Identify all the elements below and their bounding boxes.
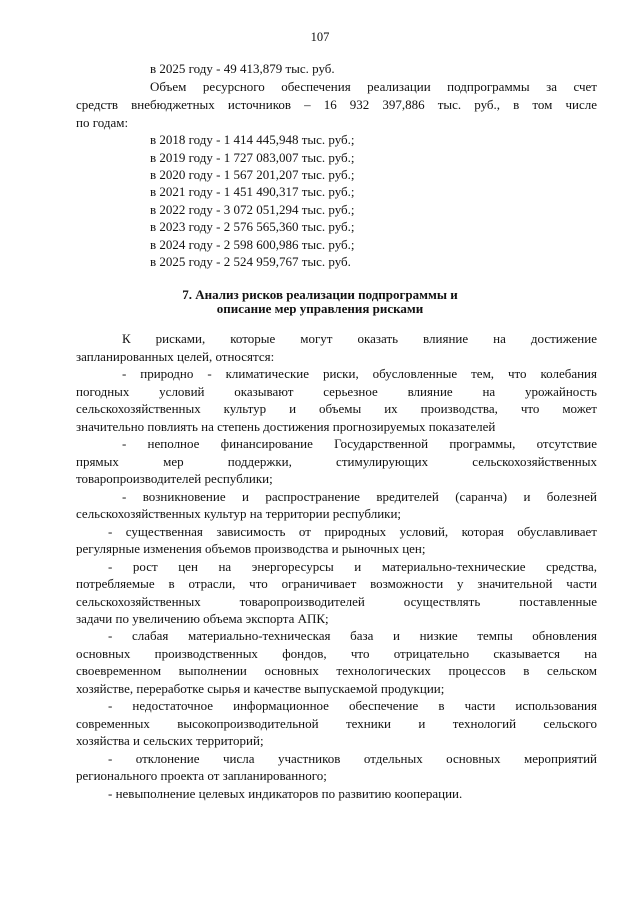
risk-1-line-3: сельскохозяйственных культур и объемы их производства, что может <box>76 401 597 416</box>
risk-1-line-2: погодных условий оказывают серьезное влияние на урожайность <box>76 384 597 399</box>
risk-7-line-3: хозяйства и сельских территорий; <box>76 733 264 748</box>
risk-6-line-4: хозяйстве, переработке сырья и качестве выпускаемой продукции; <box>76 681 445 696</box>
risk-5-line-4: задачи по увеличению объема экспорта АПК; <box>76 611 329 626</box>
risk-3-line-2: сельскохозяйственных культур на территории республики; <box>76 506 402 521</box>
budget-2025-line: в 2025 году - 49 413,879 тыс. руб. <box>150 61 335 76</box>
intro-line-1: К рисками, которые могут оказать влияние на достижение <box>122 331 597 346</box>
risk-6-line-1: - слабая материально-техническая база и низкие темпы обновления <box>108 628 597 643</box>
risk-4-line-1: - существенная зависимость от природных условий, которая обуславливает <box>108 524 597 539</box>
year-funding-item: в 2021 году - 1 451 490,317 тыс. руб.; <box>150 184 355 199</box>
extra-funding-line-3: по годам: <box>76 115 129 130</box>
year-funding-item: в 2019 году - 1 727 083,007 тыс. руб.; <box>150 150 355 165</box>
extra-funding-line-1: Объем ресурсного обеспечения реализации подпрограммы за счет <box>150 79 597 94</box>
year-funding-item: в 2022 году - 3 072 051,294 тыс. руб.; <box>150 202 355 217</box>
risk-6-line-3: своевременном выполнении основных технологических процессов в сельском <box>76 663 597 678</box>
risk-5-line-2: потребляемые в отрасли, что ограничивает возможности у значительной части <box>76 576 597 591</box>
year-funding-item: в 2023 году - 2 576 565,360 тыс. руб.; <box>150 219 355 234</box>
risk-8-line-1: - отклонение числа участников отдельных основных мероприятий <box>108 751 597 766</box>
page-number: 107 <box>310 30 330 44</box>
risk-2-line-3: товаропроизводителей республики; <box>76 471 273 486</box>
risk-9-line-1: - невыполнение целевых индикаторов по развитию кооперации. <box>108 786 463 801</box>
section-title-line-1: 7. Анализ рисков реализации подпрограммы и <box>182 287 458 302</box>
risk-7-line-2: современных высокопроизводительной техники и технологий сельского <box>76 716 597 731</box>
year-funding-item: в 2018 году - 1 414 445,948 тыс. руб.; <box>150 132 355 147</box>
risk-3-line-1: - возникновение и распространение вредителей (саранча) и болезней <box>122 489 597 504</box>
risk-1-line-1: - природно - климатические риски, обусловленные тем, что колебания <box>122 366 597 381</box>
risk-8-line-2: регионального проекта от запланированного; <box>76 768 327 783</box>
risk-5-line-3: сельскохозяйственных товаропроизводителей осуществлять поставленные <box>76 594 597 609</box>
year-funding-item: в 2020 году - 1 567 201,207 тыс. руб.; <box>150 167 355 182</box>
risk-2-line-2: прямых мер поддержки, стимулирующих сельскохозяйственных <box>76 454 597 469</box>
year-funding-item: в 2025 году - 2 524 959,767 тыс. руб. <box>150 254 351 269</box>
intro-line-2: запланированных целей, относятся: <box>76 349 275 364</box>
year-funding-item: в 2024 году - 2 598 600,986 тыс. руб.; <box>150 237 355 252</box>
extra-funding-line-2: средств внебюджетных источников – 16 932 397,886 тыс. руб., в том числе <box>76 97 597 112</box>
risk-6-line-2: основных производственных фондов, что отрицательно сказывается на <box>76 646 597 661</box>
section-title-line-2: описание мер управления рисками <box>216 301 424 316</box>
risk-7-line-1: - недостаточное информационное обеспечение в части использования <box>108 698 597 713</box>
risk-5-line-1: - рост цен на энергоресурсы и материально-технические средства, <box>108 559 597 574</box>
risk-1-line-4: значительно повлиять на степень достижения прогнозируемых показателей <box>76 419 496 434</box>
risk-2-line-1: - неполное финансирование Государственной программы, отсутствие <box>122 436 597 451</box>
risk-4-line-2: регулярные изменения объемов производства и рыночных цен; <box>76 541 426 556</box>
